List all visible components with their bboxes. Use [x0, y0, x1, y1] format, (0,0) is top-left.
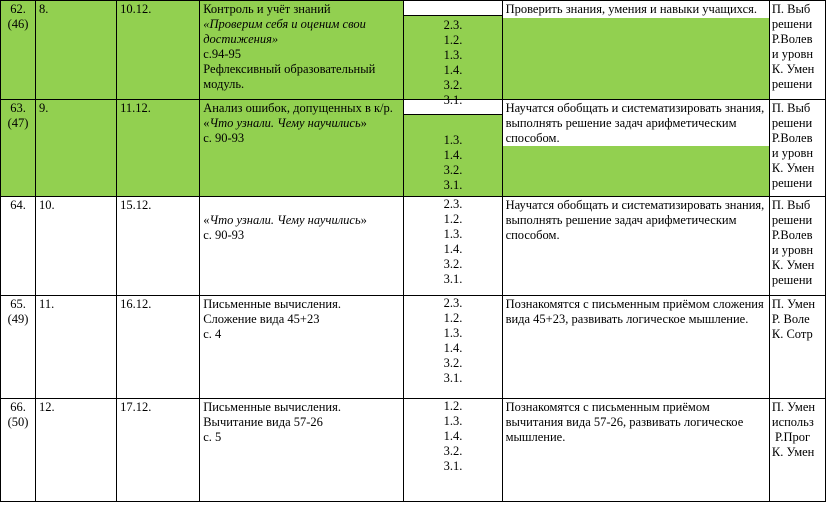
lesson-goal: Научатся обобщать и систематизировать знания, выполнять решение задач арифметическим способом.: [502, 197, 769, 296]
lesson-date: 10.12.: [117, 1, 200, 100]
table-row: [1, 1, 826, 100]
lesson-number: 66. (50): [1, 399, 36, 502]
lesson-topic: Письменные вычисления. Сложение вида 45+23 с. 4: [200, 296, 404, 399]
lesson-goal: Научатся обобщать и систематизировать знания, выполнять решение задач арифметическим способом.: [502, 100, 769, 197]
lesson-index: 11.: [36, 296, 117, 399]
lesson-topic: Контроль и учёт знаний «Проверим себя и оценим свои достижения» с.94-95 Рефлексивный образовательный модуль.: [200, 1, 404, 100]
lesson-topic: Анализ ошибок, допущенных в к/р. «Что узнали. Чему научились» с. 90-93: [200, 100, 404, 197]
lesson-topic: Письменные вычисления. Вычитание вида 57-26 с. 5: [200, 399, 404, 502]
lesson-number: 64.: [1, 197, 36, 296]
lesson-number: 63. (47): [1, 100, 36, 197]
lesson-topic: «Что узнали. Чему научились» с. 90-93: [200, 197, 404, 296]
standard-codes: 2.3. 1.2. 1.3. 1.4. 3.2. 3.1.: [404, 296, 502, 399]
uud-cell: П. Выб решени Р.Волев и уровн К. Умен решени: [769, 1, 825, 100]
uud-cell: П. Выб решени Р.Волев и уровн К. Умен решени: [769, 100, 825, 197]
lesson-number: 62. (46): [1, 1, 36, 100]
lesson-goal: Познакомятся с письменным приёмом сложения вида 45+23, развивать логическое мышление.: [502, 296, 769, 399]
table-row: [1, 399, 826, 502]
uud-cell: П. Умен Р. Воле К. Сотр: [769, 296, 825, 399]
lesson-date: 16.12.: [117, 296, 200, 399]
lesson-date: 11.12.: [117, 100, 200, 197]
table-row: [1, 100, 826, 197]
lesson-index: 9.: [36, 100, 117, 197]
lesson-index: 8.: [36, 1, 117, 100]
standard-codes: 1.2. 1.3. 1.4. 3.2. 3.1.: [404, 399, 502, 502]
standard-codes: 2.3. 1.2. 1.3. 1.4. 3.2.: [404, 1, 502, 100]
standard-codes: 1.3. 1.4. 3.2. 3.1.: [404, 100, 502, 197]
lesson-goal: Проверить знания, умения и навыки учащихся.: [502, 1, 769, 100]
table-row: [1, 296, 826, 399]
lesson-date: 17.12.: [117, 399, 200, 502]
lesson-number: 65. (49): [1, 296, 36, 399]
lesson-index: 12.: [36, 399, 117, 502]
uud-cell: П. Умен использ Р.Прог К. Умен: [769, 399, 825, 502]
standard-codes: 2.3. 1.2. 1.3. 1.4. 3.2. 3.1.: [404, 197, 502, 296]
lesson-index: 10.: [36, 197, 117, 296]
lesson-goal: Познакомятся с письменным приёмом вычитания вида 57-26, развивать логическое мышление.: [502, 399, 769, 502]
table-row: [1, 197, 826, 296]
lesson-date: 15.12.: [117, 197, 200, 296]
uud-cell: П. Выб решени Р.Волев и уровн К. Умен решени: [769, 197, 825, 296]
